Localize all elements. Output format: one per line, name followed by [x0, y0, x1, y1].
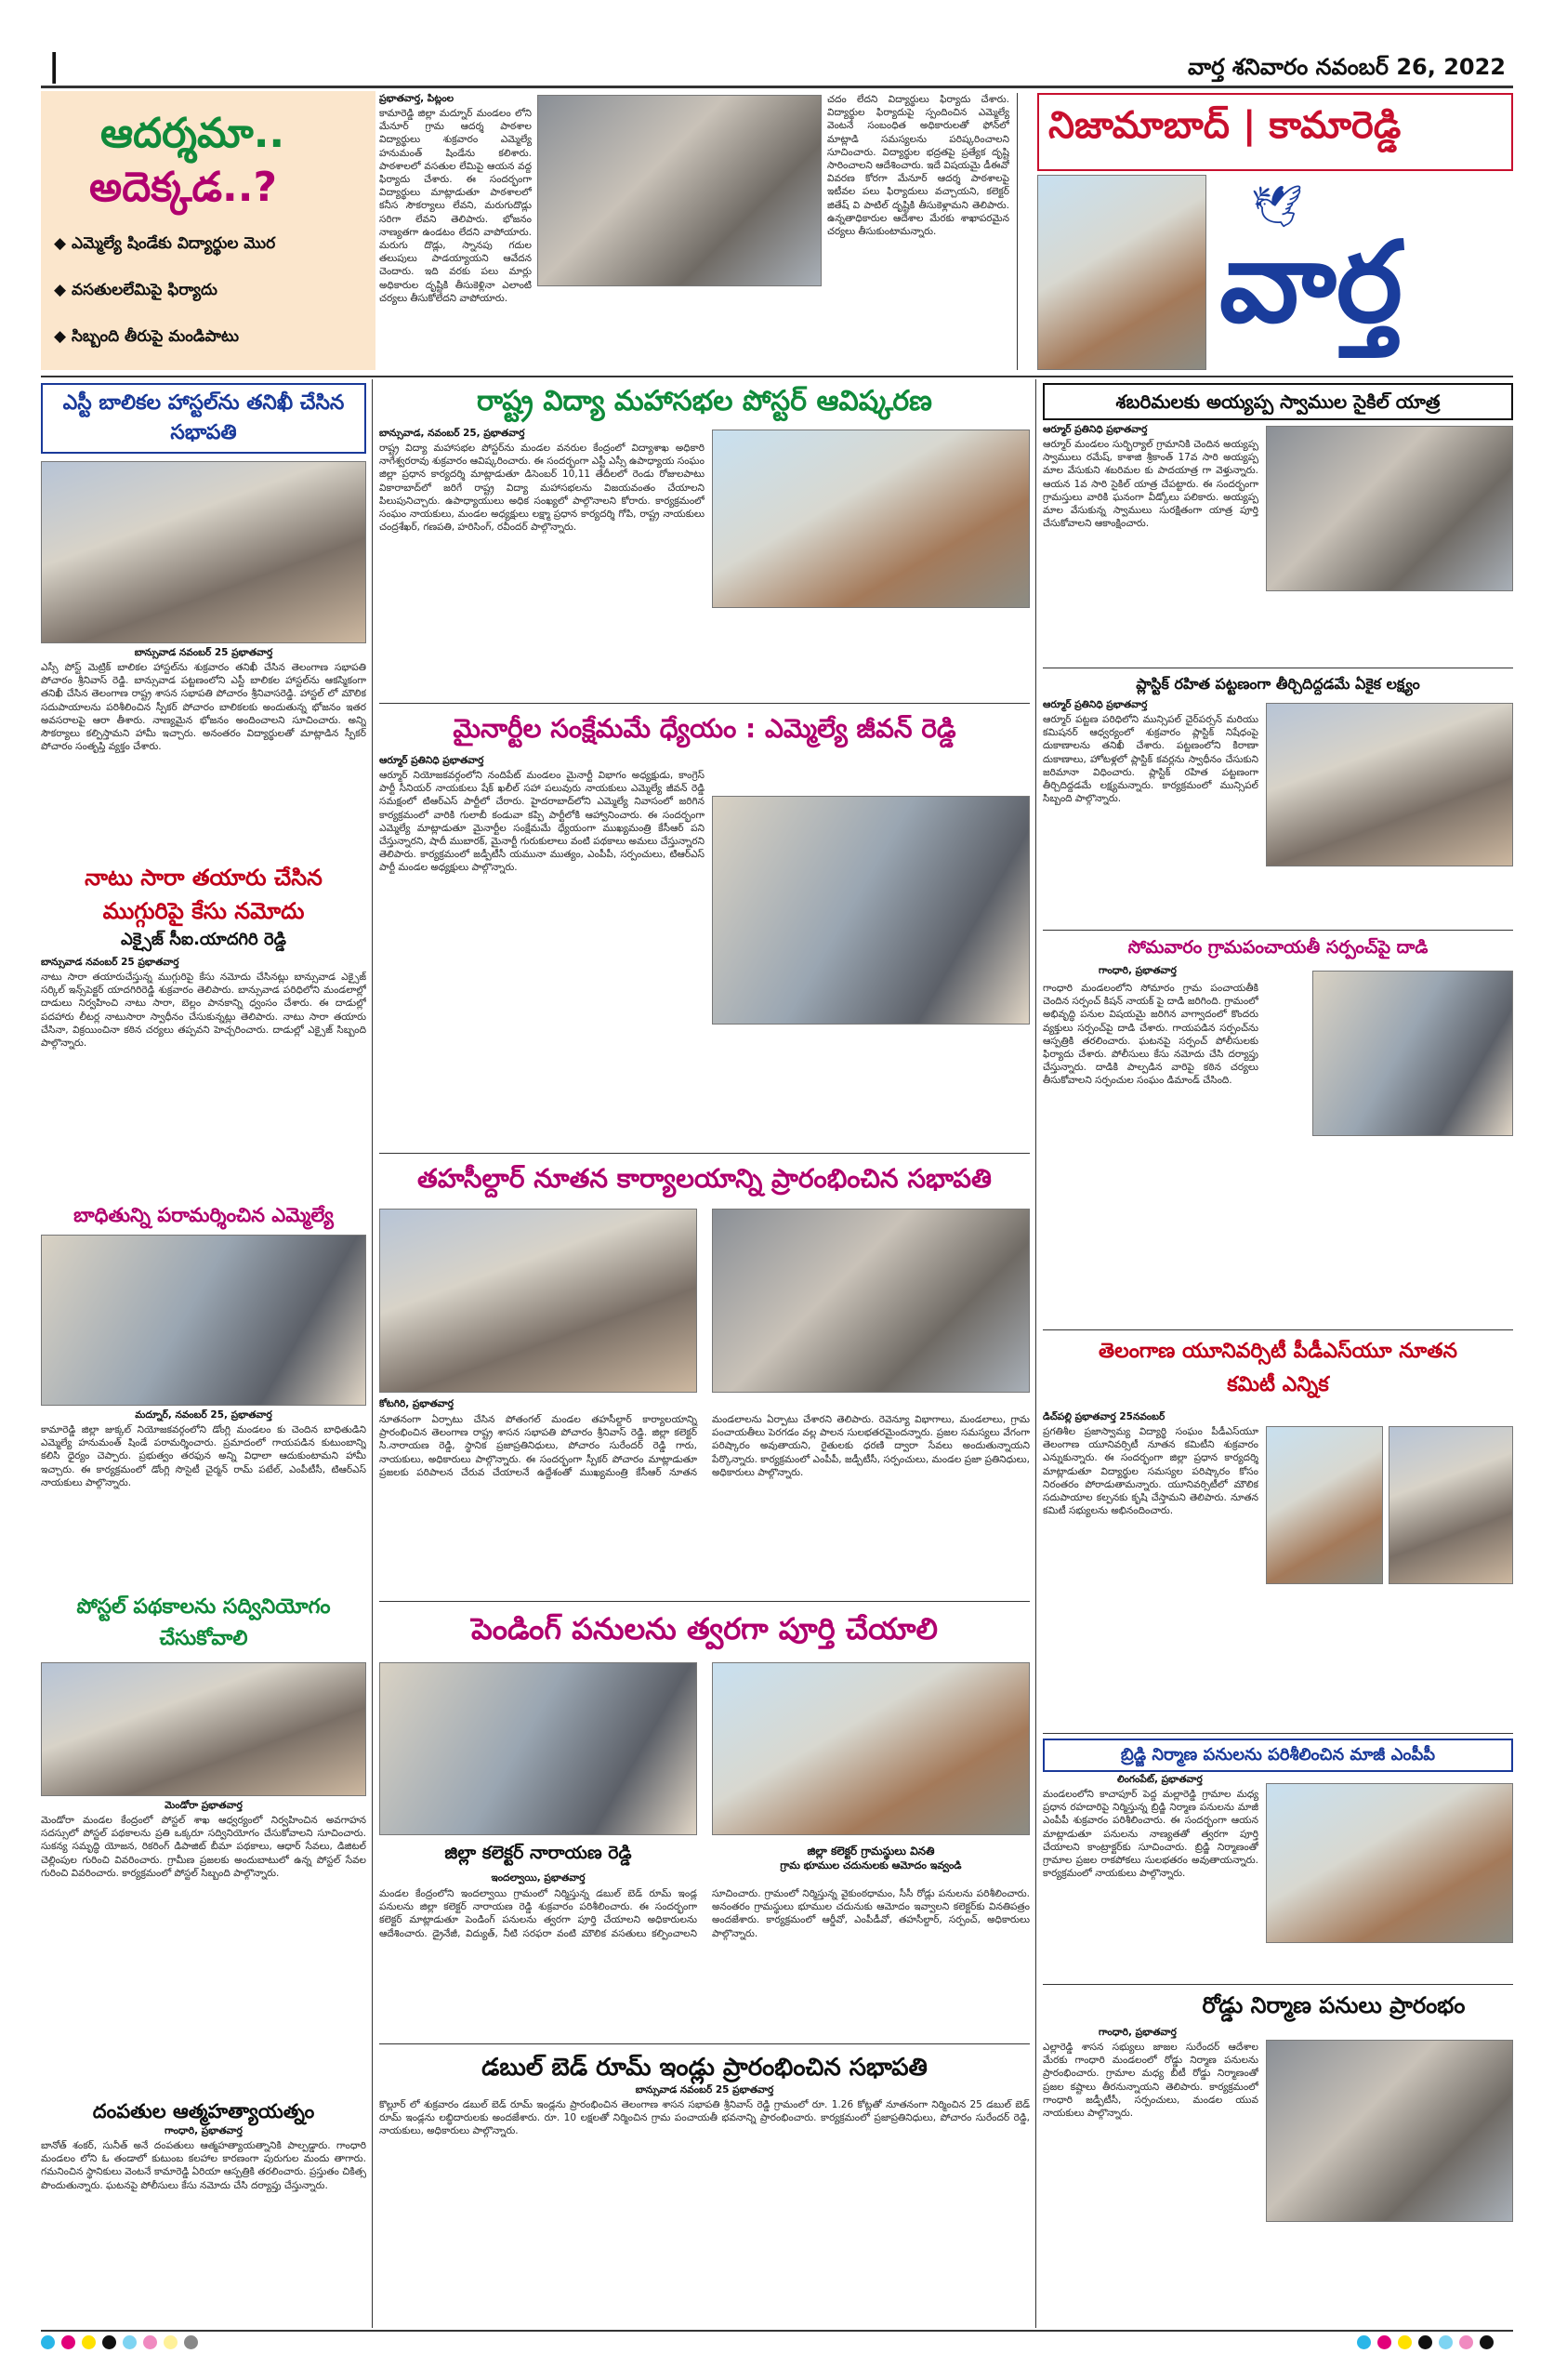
edition-title: నిజామాబాద్ | కామారెడ్డి	[1048, 104, 1402, 147]
tahsildar-dateline: కోటగిరి, ప్రభాతవార్త	[379, 1398, 454, 1409]
edition-banner	[1037, 93, 1513, 171]
minority-photo	[712, 796, 1030, 1025]
pdsu-photo-2	[1389, 1426, 1513, 1584]
plastic-body: ఆర్మూర్ పట్టణ పరిధిలోని మున్సిపల్ చైర్‌పర్సన్ మరియు కమిషనర్ ఆధ్వర్యంలో శుక్రవారం ప్లాస్టిక్ నిషేధంపై దుకాణాలను తనిఖీ చేశారు. పట్టణంలోని కిరాణా దుకాణాలు, హోటళ్లలో ప్లాస్టిక్ కవర్లను స్వాధీనం చేసుకుని జరిమానా విధించారు. ప్లాస్టిక్ రహిత పట్టణంగా తీర్చిదిద్దడమే లక్ష్యమన్నారు. కార్యక్రమంలో మున్సిపల్ సిబ్బంది పాల్గొన్నారు.	[1043, 714, 1258, 805]
lead-headline: అదెక్కడ..?	[89, 164, 277, 211]
ayyappa-text-block	[1043, 424, 1258, 665]
ayyappa-dateline: ఆర్మూర్ ప్రతినిధి ప్రభాతవార్త	[1043, 424, 1148, 435]
minority-welfare-article	[379, 710, 1030, 874]
liquor-headline: నాటు సారా తయారు చేసిన ముగ్గురిపై కేసు నమోదు	[85, 865, 323, 924]
page-marker: |	[48, 47, 60, 85]
poster-text-block	[379, 428, 705, 700]
mla-visit-body: కామారెడ్డి జిల్లా జుక్కల్ నియోజకవర్గంలోని డోంగ్లి మండలం కు చెందిన బాధితుడిని ఎమ్మెల్యే హనుమంత్ షిండే పరామర్శించారు. ప్రమాదంలో గాయపడిన కుటుంబాన్ని కలిసి ధైర్యం చెప్పారు. ప్రభుత్వం తరఫున అన్ని విధాలా ఆదుకుంటామని హామీ ఇచ్చారు. ఈ కార్యక్రమంలో డోంగ్లి సొసైటీ చైర్మన్ రామ్ పటేల్, ఎంపీటీసీ, టిఆర్ఎస్ నాయకులు పాల్గొన్నారు.	[41, 1424, 366, 1488]
lead-body-col2: చదం లేదని విద్యార్థులు ఫిర్యాదు చేశారు. విద్యార్థుల ఫిర్యాదుపై స్పందించిన ఎమ్మెల్యే వెంటనే సంబంధిత అధికారులతో ఫోన్‌లో మాట్లాడి సమస్యలను పరిష్కరించాలని సూచించారు. విద్యార్థుల భద్రతపై ప్రత్యేక దృష్టి సారించాలని ఆదేశించారు. ఇదే విషయమై డీఈవో వివరణ కోరగా మేనూర్ ఆదర్శ పాఠశాలపై ఇటీవల పలు ఫిర్యాదులు వచ్చాయని, కలెక్టర్ జితేష్ వి పాటిల్ దృష్టికి తీసుకెళ్లామని తెలిపారు. ఉన్నతాధికారుల ఆదేశాల మేరకు శాఖాపరమైన చర్యలు తీసుకుంటామన్నారు.	[827, 94, 1009, 238]
bridge-headline: బ్రిడ్జి నిర్మాణ పనులను పరిశీలించిన మాజీ ఎంపీపీ	[1043, 1739, 1513, 1772]
date-line: వార్త శనివారం నవంబర్ 26, 2022	[1187, 54, 1506, 80]
plastic-dateline: ఆర్మూర్ ప్రతినిధి ప్రభాతవార్త	[1043, 699, 1148, 710]
lead-bullet-1: ◆ ఎమ్మెల్యే షిండేకు విద్యార్థుల మొర	[54, 234, 276, 253]
pdsu-committee-article	[1043, 1335, 1513, 1517]
double-bedroom-headline: డబుల్ బెడ్ రూమ్ ఇండ్లు ప్రారంభించిన సభాపతి	[481, 2054, 928, 2082]
couple-suicide-article	[41, 2097, 366, 2321]
pending-body: మండల కేంద్రంలోని ఇందల్వాయి గ్రామంలో నిర్మిస్తున్న డబుల్ బెడ్ రూమ్ ఇండ్ల పనులను జిల్లా కలెక్టర్ నారాయణ రెడ్డి శుక్రవారం పరిశీలించారు. ఈ సందర్భంగా కలెక్టర్ మాట్లాడుతూ పెండింగ్ పనులను త్వరగా పూర్తి చేయాలని అధికారులను ఆదేశించారు. డ్రైనేజీ, విద్యుత్, నీటి సరఫరా వంటి మౌలిక వసతులు కల్పించాలని సూచించారు. గ్రామంలో నిర్మిస్తున్న వైకుంఠధామం, సీసీ రోడ్లు పనులను పరిశీలించారు. అనంతరం గ్రామస్థులు భూముల చదునుకు ఆమోదం ఇవ్వాలని కలెక్టర్‌కు వినతిపత్రం అందజేశారు. కార్యక్రమంలో ఆర్డీవో, ఎంపీడీవో, తహసీల్దార్, సర్పంచ్, అధికారులు పాల్గొన్నారు.	[379, 1888, 1030, 1939]
poster-body: రాష్ట్ర విద్యా మహాసభల పోస్టర్‌ను మండల వనరుల కేంద్రంలో విద్యాశాఖ అధికారి నాగేశ్వరరావు శుక్రవారం ఆవిష్కరించారు. ఈ సందర్భంగా ఎస్టీ ఎస్సీ ఉపాధ్యాయ సంఘం జిల్లా ప్రధాన కార్యదర్శి మాట్లాడుతూ డిసెంబర్ 10,11 తేదీలలో రెండు రోజులపాటు వికారాబాద్‌లో జరిగే రాష్ట్ర విద్యా మహాసభలను విజయవంతం చేయాలని పిలుపునిచ్చారు. ఉపాధ్యాయులు అధిక సంఖ్యలో పాల్గొనాలని కోరారు. కార్యక్రమంలో సంఘం నాయకులు, మండల అధ్యక్షులు లక్ష్మా ప్రధాన కార్యదర్శి గోపి, రాష్ట్ర నాయకులు చంద్రశేఖర్, గణపతి, హరిసింగ్, రవీందర్ పాల్గొన్నారు.	[379, 443, 705, 534]
lead-body-col1: కామారెడ్డి జిల్లా మద్నూర్ మండలం లోని మేనూర్ గ్రామ ఆదర్శ పాఠశాల విద్యార్థులు శుక్రవారం ఎమ్మెల్యే హనుమంత్ షిండేను కలిశారు. పాఠశాలలో వసతుల లేమిపై ఆయన వద్ద ఫిర్యాదు చేశారు. ఈ సందర్భంగా విద్యార్థులు మాట్లాడుతూ పాఠశాలలో కనీస సౌకర్యాలు లేవని, మరుగుదొడ్లు సరిగా లేవని తెలిపారు. భోజనం నాణ్యతగా ఉండటం లేదని వాపోయారు. మరుగు దొడ్లు, స్నానపు గదుల తలుపులు పాడయ్యాయని ఆవేదన చెందారు. ఇది వరకు పలు మార్లు అధికారుల దృష్టికి తీసుకెళ్లినా ఎలాంటి చర్యలు తీసుకోలేదని వాపోయారు.	[379, 108, 532, 304]
registration-marks-right	[1357, 2335, 1524, 2354]
lead-dateline: ప్రభాతవార్త, పిట్లంల	[379, 93, 454, 104]
double-bedroom-dateline: బాన్సువాడ నవంబర్ 25 ప్రభాతవార్త	[635, 2084, 774, 2096]
poster-dateline: బాన్సువాడ, నవంబర్ 25, ప్రభాతవార్త	[379, 428, 525, 439]
masthead-temple-photo	[1037, 175, 1206, 370]
road-headline: రోడ్డు నిర్మాణ పనులు ప్రారంభం	[1202, 1992, 1466, 2018]
liquor-body: నాటు సారా తయారుచేస్తున్న ముగ్గురిపై కేసు నమోదు చేసినట్లు బాన్సువాడ ఎక్సైజ్ సర్కిల్ ఇన్స్‌పెక్టర్ యాదగిరిరెడ్డి శుక్రవారం తెలిపారు. బాన్సువాడ పరిధిలోని మండలాల్లో దాడులు నిర్వహించి నాటు సారా, బెల్లం పానకాన్ని ధ్వంసం చేశారు. ఈ దాడుల్లో పదహారు లీటర్ల నాటుసారా స్వాధీనం చేసుకున్నట్లు తెలిపారు. నాటు సారా తయారు చేసినా, విక్రయించినా కఠిన చర్యలు తప్పవని హెచ్చరించారు. దాడుల్లో ఎక్సైజ్ సిబ్బంది పాల్గొన్నారు.	[41, 972, 366, 1050]
hostel-body: ఎస్సీ పోస్ట్ మెట్రిక్ బాలికల హాస్టల్‌ను శుక్రవారం తనిఖీ చేసిన తెలంగాణ సభాపతి పోచారం శ్రీనివాస్ రెడ్డి. బాన్సువాడ పట్టణంలోని ఎస్టీ బాలికల హాస్టల్‌ను ఆకస్మికంగా తనిఖీ చేసిన తెలంగాణ రాష్ట్ర శాసన సభాపతి పోచారం శ్రీనివాసరెడ్డి. హాస్టల్ లో మౌలిక సదుపాయాలను పరిశీలించిన స్పీకర్ పోచారం బాలికలకు అందుతున్న భోజనం ఇతర అవసరాలపై ఆరా తీశారు. నాణ్యమైన భోజనం అందించాలని సూచించారు. అన్ని సౌకర్యాలు కల్పిస్తామని హామీ ఇచ్చారు. అనంతరం విద్యార్థులతో మాట్లాడిన స్పీకర్ పోచారం సంతృప్తి వ్యక్తం చేశారు.	[41, 662, 366, 753]
collector-caption-2: జిల్లా కలెక్టర్ గ్రామస్థులు వినతి	[807, 1844, 935, 1858]
postal-photo	[41, 1662, 366, 1796]
pdsu-headline: తెలంగాణ యూనివర్సిటీ పీడీఎస్‌యూ నూతన కమిటీ ఎన్నిక	[1099, 1340, 1457, 1396]
road-text-block	[1043, 2027, 1258, 2320]
liquor-case-article	[41, 861, 366, 1183]
collector-caption-1: జిల్లా కలెక్టర్ నారాయణ రెడ్డి	[444, 1843, 632, 1863]
hostel-headline: ఎస్టీ బాలికల హాస్టల్‌ను తనిఖీ చేసిన సభాపతి	[41, 383, 366, 454]
mla-visit-headline: బాధితున్ని పరామర్శించిన ఎమ్మెల్యే	[73, 1204, 334, 1226]
road-photo	[1266, 2040, 1513, 2222]
registration-marks-left	[41, 2335, 227, 2354]
collector-photo-2	[712, 1662, 1030, 1835]
sarpanch-headline: సోమవారం గ్రామపంచాయతీ సర్పంచ్‌పై దాడి	[1127, 937, 1429, 958]
masthead	[1037, 93, 1513, 372]
sarpanch-photo	[1312, 971, 1513, 1136]
pdsu-photo-1	[1266, 1426, 1383, 1584]
double-bedroom-body: కొల్లూర్ లో శుక్రవారం డబుల్ బెడ్ రూమ్ ఇండ్లను ప్రారంభించిన తెలంగాణ శాసన సభాపతి శ్రీనివాస్ రెడ్డి గ్రామంలో రూ. 1.26 కోట్లతో నూతనంగా నిర్మించిన 25 డబుల్ బెడ్ రూమ్ ఇండ్లను లబ్ధిదారులకు అందజేశారు. రూ. 10 లక్షలతో నిర్మించిన గ్రామ పంచాయతీ భవనాన్ని ప్రారంభించారు. కార్యక్రమంలో ప్రజాప్రతినిధులు, పోచారం సురేందర్ రెడ్డి, నాయకులు, అధికారులు పాల్గొన్నారు.	[379, 2099, 1030, 2137]
liquor-subhead: ఎక్సైజ్ సీఐ.యాదగిరి రెడ్డి	[121, 930, 286, 949]
plastic-headline: ప్లాస్టిక్ రహిత పట్టణంగా తీర్చిదిద్దడమే ఏకైక లక్ష్యం	[1136, 675, 1420, 693]
tahsildar-body: నూతనంగా ఏర్పాటు చేసిన పోతంగల్ మండల తహసీల్దార్ కార్యాలయాన్ని ప్రారంభించిన తెలంగాణ రాష్ట్ర శాసన సభాపతి పోచారం శ్రీనివాస్ రెడ్డి. జిల్లా కలెక్టర్ సి.నారాయణ రెడ్డి, స్థానిక ప్రజాప్రతినిధులు, పోచారం సురేందర్ రెడ్డి గారు, నాయకులు, అధికారులు పాల్గొన్నారు. ఈ సందర్భంగా స్పీకర్ పోచారం మాట్లాడుతూ ప్రజలకు పరిపాలన చేరువ చేయాలనే ఉద్దేశంతో ముఖ్యమంత్రి కేసీఆర్ నూతన మండలాలను ఏర్పాటు చేశారని తెలిపారు. రెవెన్యూ విభాగాలు, మండలాలు, గ్రామ పంచాయతీలు పెరగడం వల్ల పాలన సులభతరమైందన్నారు. ప్రజల సమస్యలు వేగంగా పరిష్కారం అవుతాయని, రైతులకు ధరణి ద్వారా సేవలు అందుతున్నాయని పేర్కొన్నారు. కార్యక్రమంలో ఎంపీపీ, జడ్పీటీసీ, సర్పంచులు, మండల ప్రజా ప్రతినిధులు, అధికారులు పాల్గొన్నారు.	[379, 1414, 1030, 1478]
postal-dateline: మెండోరా ప్రభాతవార్త	[165, 1800, 243, 1811]
ayyappa-photo	[1266, 426, 1513, 591]
ayyappa-headline: శబరిమలకు అయ్యప్ప స్వాముల సైకిల్ యాత్ర	[1043, 383, 1513, 420]
mla-visit-photo	[41, 1235, 366, 1406]
hostel-dateline: బాన్సువాడ నవంబర్ 25 ప్రభాతవార్త	[134, 647, 273, 658]
bridge-body: మండలంలోని కాచాపూర్ పెద్ద మల్లారెడ్డి గ్రామాల మధ్య ప్రధాన రహదారిపై నిర్మిస్తున్న బ్రిడ్జి నిర్మాణ పనులను మాజీ ఎంపీపీ శుక్రవారం పరిశీలించారు. ఈ సందర్భంగా ఆయన మాట్లాడుతూ పనులను నాణ్యతతో త్వరగా పూర్తి చేయాలని కాంట్రాక్టర్‌కు సూచించారు. బ్రిడ్జి నిర్మాణంతో గ్రామాల ప్రజల రాకపోకలు సులభతరం అవుతాయన్నారు. కార్యక్రమంలో నాయకులు పాల్గొన్నారు.	[1043, 1789, 1258, 1880]
plastic-free-article	[1043, 673, 1513, 805]
hostel-inspection-article	[41, 383, 366, 767]
lead-bullet-text: సిబ్బంది తీరుపై మండిపాటు	[72, 327, 240, 346]
lead-bullet-text: ఎమ్మెల్యే షిండేకు విద్యార్థుల మొర	[72, 234, 276, 253]
lead-photo	[537, 95, 822, 286]
mla-visit-article	[41, 1201, 366, 1503]
poster-photo	[712, 430, 1030, 608]
tahsildar-photo-2	[712, 1209, 1030, 1393]
tahsildar-office-article	[379, 1160, 1030, 1478]
minority-body: ఆర్మూర్ నియోజకవర్గంలోని నందిపేట్ మండలం మైనార్టీ విభాగం అధ్యక్షుడు, కాంగ్రెస్ పార్టీ సీనియర్ నాయకులు షేక్ ఖలీల్ సహా పలువురు నాయకులు ఎమ్మెల్యే జీవన్ రెడ్డి సమక్షంలో టిఆర్ఎస్ పార్టీలో చేరారు. హైదరాబాద్‌లోని ఎమ్మెల్యే నివాసంలో జరిగిన కార్యక్రమంలో వారికి గులాబీ కండువా కప్పి పార్టీలోకి ఆహ్వానించారు. ఈ సందర్భంగా ఎమ్మెల్యే మాట్లాడుతూ మైనార్టీల సంక్షేమమే ధ్యేయంగా ముఖ్యమంత్రి కేసీఆర్ పని చేస్తున్నారని, షాదీ ముబారక్, మైనార్టీ గురుకులాలు వంటి పథకాలు అమలు చేస్తున్నారని తెలిపారు. కార్యక్రమంలో జడ్పీటీసీ యమునా ముత్యం, ఎంపీపీ, సర్పంచులు, టిఆర్ఎస్ పార్టీ మండల అధ్యక్షులు పాల్గొన్నారు.	[379, 770, 705, 874]
minority-dateline: ఆర్మూర్ ప్రతినిధి ప్రభాతవార్త	[379, 755, 484, 766]
double-bedroom-article	[379, 2051, 1030, 2191]
couple-dateline: గాంధారి, ప్రభాతవార్త	[165, 2125, 243, 2136]
sarpanch-attack-article	[1043, 933, 1513, 1087]
postal-headline: పోస్టల్ పథకాలను సద్వినియోగం చేసుకోవాలి	[76, 1595, 331, 1650]
tahsildar-headline: తహసీల్దార్ నూతన కార్యాలయాన్ని ప్రారంభించిన సభాపతి	[417, 1163, 992, 1194]
road-works-article	[1043, 1990, 1513, 2120]
bridge-text-block	[1043, 1774, 1258, 1990]
minority-headline: మైనార్టీల సంక్షేమమే ధ్యేయం : ఎమ్మెల్యే జీవన్ రెడ్డి	[453, 713, 956, 744]
lead-bullet-2: ◆ వసతులలేమిపై ఫిర్యాదు	[54, 281, 217, 299]
couple-body: బానోత్ శంకర్, సునీత్ అనే దంపతులు ఆత్మహత్యాయత్నానికి పాల్పడ్డారు. గాంధారి మండలం లోని ఓ తండాలో కుటుంబ కలహాల కారణంగా పురుగుల మందు తాగారు. గమనించిన స్థానికులు వెంటనే కామారెడ్డి ఏరియా ఆస్పత్రికి తరలించారు. ప్రస్తుతం చికిత్స పొందుతున్నారు. ఘటనపై పోలీసులు కేసు నమోదు చేసి దర్యాప్తు చేస్తున్నారు.	[41, 2140, 366, 2191]
plastic-text-block	[1043, 699, 1258, 932]
postal-article	[41, 1592, 366, 2000]
tahsildar-photo-1	[379, 1209, 697, 1393]
education-poster-article	[379, 383, 1030, 534]
pending-headline: పెండింగ్ పనులను త్వరగా పూర్తి చేయాలి	[470, 1611, 939, 1646]
bridge-dateline: లింగంపేట్, ప్రభాతవార్త	[1117, 1774, 1203, 1785]
poster-headline: రాష్ట్ర విద్యా మహాసభల పోస్టర్ ఆవిష్కరణ	[477, 385, 932, 417]
sarpanch-dateline: గాంధారి, ప్రభాతవార్త	[1099, 965, 1177, 976]
mla-visit-dateline: మద్నూర్, నవంబర్ 25, ప్రభాతవార్త	[135, 1409, 272, 1421]
ayyappa-yatra-article	[1043, 383, 1513, 530]
pending-dateline: ఇందల్వాయి, ప్రభాతవార్త	[491, 1872, 586, 1884]
pdsu-text-block	[1043, 1411, 1258, 1663]
liquor-dateline: బాన్సువాడ నవంబర్ 25 ప్రభాతవార్త	[41, 957, 179, 968]
collector-photo-1	[379, 1662, 697, 1835]
lead-kicker: ఆదర్శమా..	[100, 110, 285, 157]
lead-highlight-box	[41, 91, 375, 370]
pending-works-article	[379, 1608, 1030, 1939]
plastic-photo	[1266, 703, 1513, 866]
postal-body: మెండోరా మండల కేంద్రంలో పోస్టల్ శాఖ ఆధ్వర్యంలో నిర్వహించిన అవగాహన సదస్సులో పోస్టల్ పథకాలను ప్రతి ఒక్కరూ సద్వినియోగం చేసుకోవాలని సూచించారు. సుకన్య సమృద్ధి యోజన, రికరింగ్ డిపాజిట్ బీమా పథకాలు, ఆధార్ సేవలు, డిజిటల్ చెల్లింపుల గురించి వివరించారు. గ్రామీణ ప్రజలకు అందుబాటులో ఉన్న పోస్టల్ సేవల గురించి వివరించారు. కార్యక్రమంలో పోస్టల్ సిబ్బంది పాల్గొన్నారు.	[41, 1815, 366, 1879]
road-body: ఎల్లారెడ్డి శాసన సభ్యులు జాజల సురేందర్ ఆదేశాల మేరకు గాంధారి మండలంలో రోడ్డు నిర్మాణ పనులను ప్రారంభించారు. గ్రామాల మధ్య బీటీ రోడ్డు నిర్మాణంతో ప్రజల కష్టాలు తీరనున్నాయని తెలిపారు. కార్యక్రమంలో గాంధారి జడ్పీటీసీ, సర్పంచులు, మండల యువ నాయకులు పాల్గొన్నారు.	[1043, 2042, 1258, 2120]
lead-article-col1	[379, 93, 532, 370]
pdsu-dateline: డిచ్‌పల్లి ప్రభాతవార్త 25నవంబర్	[1043, 1411, 1166, 1422]
couple-headline: దంపతుల ఆత్మహత్యాయత్నం	[92, 2100, 315, 2122]
lead-bullet-3: ◆ సిబ్బంది తీరుపై మండిపాటు	[54, 327, 240, 346]
collector-subcaption-2: గ్రామ భూముల చదునులకు ఆమోదం ఇవ్వండి	[780, 1859, 962, 1871]
hostel-photo	[41, 461, 366, 643]
bird-logo-icon: 🕊	[1251, 183, 1303, 231]
road-dateline: గాంధారి, ప్రభాతవార్త	[1099, 2027, 1177, 2038]
bridge-inspection-article	[1043, 1739, 1513, 1880]
lead-bullet-text: వసతులలేమిపై ఫిర్యాదు	[72, 281, 217, 299]
paper-name: వార్త	[1219, 218, 1403, 348]
bridge-photo	[1266, 1783, 1513, 1943]
sarpanch-body: గాంధారి మండలంలోని సోమారం గ్రామ పంచాయతీకి చెందిన సర్పంచ్ కిషన్ నాయక్ పై దాడి జరిగింది. గ్రామంలో అభివృద్ధి పనుల విషయమై జరిగిన వాగ్వాదంలో కొందరు వ్యక్తులు సర్పంచ్‌పై దాడి చేశారు. గాయపడిన సర్పంచ్‌ను ఆస్పత్రికి తరలించారు. ఘటనపై సర్పంచ్ పోలీసులకు ఫిర్యాదు చేశారు. పోలీసులు కేసు నమోదు చేసి దర్యాప్తు చేస్తున్నారు. దాడికి పాల్పడిన వారిపై కఠిన చర్యలు తీసుకోవాలని సర్పంచుల సంఘం డిమాండ్ చేసింది.	[1043, 983, 1258, 1087]
ayyappa-body: ఆర్మూర్ మండలం సుర్భిర్యాల్ గ్రామానికి చెందిన అయ్యప్ప స్వాములు రమేష్, కాశాజి శ్రీకాంత్ 17వ సారి అయ్యప్ప మాల వేసుకుని శబరిమల కు పాదయాత్ర గా వెళ్తున్నారు. ఆయన 1వ సారి సైకిల్ యాత్ర చేపట్టారు. ఈ సందర్భంగా గ్రామస్తులు వారికి ఘనంగా వీడ్కోలు పలికారు. అయ్యప్ప మాల వేసుకున్న స్వాములు సురక్షితంగా యాత్ర పూర్తి చేసుకోవాలని ఆకాంక్షించారు.	[1043, 439, 1258, 530]
pdsu-body: ప్రగతిశీల ప్రజాస్వామ్య విద్యార్థి సంఘం పీడీఎస్‌యూ తెలంగాణ యూనివర్సిటీ నూతన కమిటీని శుక్రవారం ఎన్నుకున్నారు. ఈ సందర్భంగా జిల్లా ప్రధాన కార్యదర్శి మాట్లాడుతూ విద్యార్థుల సమస్యల పరిష్కారం కోసం నిరంతరం పోరాడుతామన్నారు. యూనివర్సిటీలో మౌలిక సదుపాయాల కల్పనకు కృషి చేస్తామని తెలిపారు. నూతన కమిటీ సభ్యులను అభినందించారు.	[1043, 1426, 1258, 1517]
